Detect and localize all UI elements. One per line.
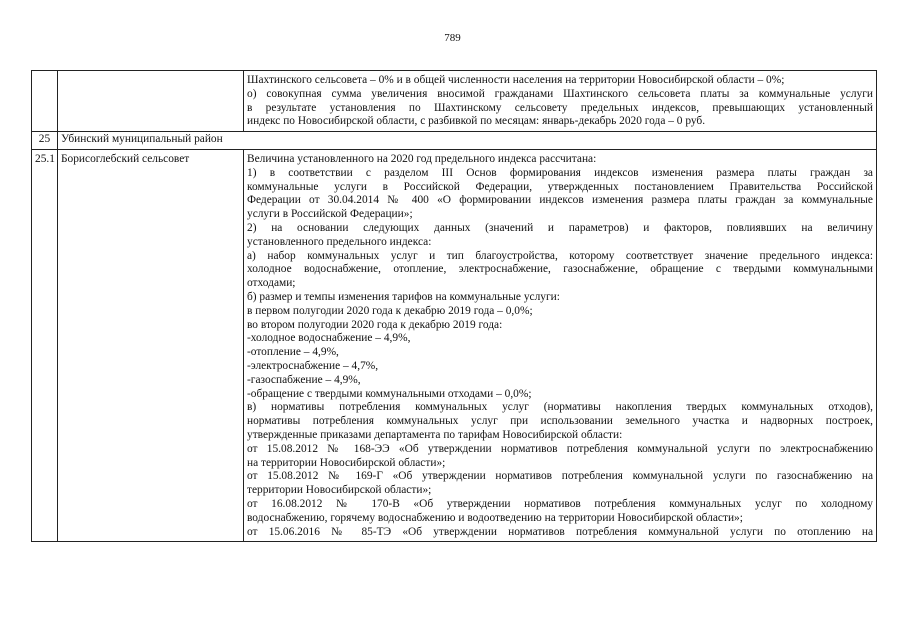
- text-line: в) нормативы потребления коммунальных услуг (нормативы накопления твердых коммунальных отходов),: [247, 401, 873, 414]
- text-line: нормативы потребления коммунальных услуг при использовании земельного участка и надворных построек,: [247, 415, 873, 428]
- row-number-cell: [32, 71, 58, 132]
- entry-number-cell: 25.1: [32, 149, 58, 541]
- table-row-section: [32, 132, 877, 150]
- text-line: -электроснабжение – 4,7%,: [247, 359, 379, 372]
- table-row-continuation: [32, 71, 877, 132]
- text-line: в первом полугодии 2020 года к декабрю 2019 года – 0,0%;: [247, 304, 533, 317]
- text-line: 2) на основании следующих данных (значений и параметров) и факторов, повлиявших на величину: [247, 221, 873, 234]
- entry-name-cell: Борисоглебский сельсовет: [58, 149, 244, 541]
- page-number: 789: [444, 32, 461, 44]
- text-line: холодное водоснабжение, отопление, электроснабжение, газоснабжение, обращение с твердыми коммунальными: [247, 263, 873, 276]
- text-line: от 15.08.2012 № 169-Г «Об утверждении нормативов потребления коммунальной услуги по газоснабжению на: [247, 470, 873, 483]
- tariff-index-table: [31, 70, 877, 542]
- text-line: -газоспабжение – 4,9%,: [247, 373, 361, 386]
- text-line: от 16.08.2012 № 170-В «Об утверждении нормативов потребления коммунальных услуг по холодному: [247, 497, 873, 510]
- text-line: индекс по Новосибирской области, с разбивкой по месяцам: январь-декабрь 2020 года – 0 руб.: [247, 115, 706, 128]
- text-line: б) размер и темпы изменения тарифов на коммунальные услуги:: [247, 290, 560, 303]
- text-line: во втором полугодии 2020 года к декабрю 2019 года:: [247, 318, 503, 331]
- entry-text-cell: [244, 149, 877, 541]
- section-title-cell: Убинский муниципальный район: [58, 132, 877, 150]
- text-line: отходами;: [247, 277, 296, 290]
- text-line: услуги в Российской Федерации»;: [247, 208, 413, 221]
- text-line: -обращение с твердыми коммунальными отходами – 0,0%;: [247, 387, 532, 400]
- text-line: 1) в соответствии с разделом III Основ формирования индексов изменения размера платы граждан за: [247, 166, 873, 179]
- row-name-cell: [58, 71, 244, 132]
- row-text-cell: [244, 71, 877, 132]
- text-line: о) совокупная сумма увеличения вносимой гражданами Шахтинского сельсовета платы за коммунальные услуги: [247, 87, 873, 100]
- text-line: коммунальные услуги в Российской Федерации, утвержденных постановлением Правительства Российской: [247, 180, 873, 193]
- text-line: утвержденные приказами департамента по тарифам Новосибирской области:: [247, 428, 623, 441]
- text-line: водоснабжению, горячему водоснабжению и водоотведению на территории Новосибирской области»;: [247, 511, 743, 524]
- text-line: Федерации от 30.04.2014 № 400 «О формировании индексов изменения размера платы граждан за коммунальные: [247, 194, 873, 207]
- text-line: Величина установленного на 2020 год предельного индекса рассчитана:: [247, 152, 597, 165]
- text-line: установленного предельного индекса:: [247, 235, 432, 248]
- text-line: -отопление – 4,9%,: [247, 346, 339, 359]
- text-line: в результате установления по Шахтинскому сельсовету предельных индексов, превышающих установленный: [247, 101, 873, 114]
- section-number-cell: 25: [32, 132, 58, 150]
- table-row-entry: [32, 149, 877, 541]
- text-line: на территории Новосибирской области»;: [247, 456, 446, 469]
- text-line: а) набор коммунальных услуг и тип благоустройства, которому соответствует значение предельного индекса:: [247, 249, 873, 262]
- text-line: территории Новосибирской области»;: [247, 484, 432, 497]
- text-line: -холодное водоснабжение – 4,9%,: [247, 332, 411, 345]
- text-line: Шахтинского сельсовета – 0% и в общей численности населения на территории Новосибирской области – 0%;: [247, 74, 785, 86]
- text-line: от 15.08.2012 № 168-ЭЭ «Об утверждении нормативов потребления коммунальной услуги по электроснабжению: [247, 442, 873, 455]
- text-line: от 15.06.2016 № 85-ТЭ «Об утверждении нормативов потребления коммунальной услуги по отоплению на: [247, 525, 873, 538]
